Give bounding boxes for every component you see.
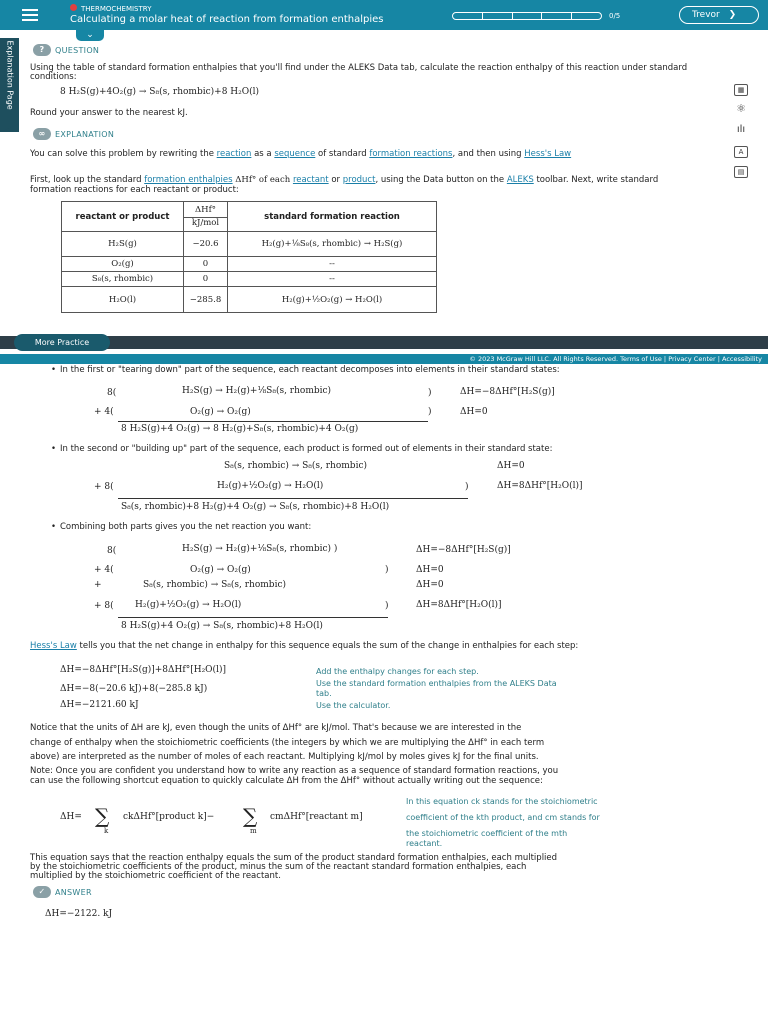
table-row: O₂(g) 0 -- [62,257,437,272]
table-row: H₂O(l) −285.8 H₂(g)+½O₂(g) → H₂O(l) [62,287,437,313]
seq1-dh-1: ΔH=−8ΔHf°[H₂S(g)] [460,387,555,397]
answer-value: ΔH=−2122. kJ [45,909,113,919]
table-header-species: reactant or product [62,202,184,232]
table-row: S₈(s, rhombic) 0 -- [62,272,437,287]
question-reaction: 8 H₂S(g)+4O₂(g) → S₈(s, rhombic)+8 H₂O(l) [60,87,260,97]
formation-reactions-link[interactable]: formation reactions [369,149,453,159]
user-menu-button[interactable]: Trevor ❯ [679,6,759,24]
top-bar [0,0,768,30]
shortcut-note-4: reactant. [406,839,443,848]
collapse-chevron-icon[interactable]: ⌄ [76,30,104,41]
tab-fold [0,124,19,132]
seq2-dh-1: ΔH=0 [497,461,525,471]
seq3-dh-3: ΔH=0 [416,580,444,590]
chevron-down-icon: ❯ [728,10,737,20]
formation-enthalpy-table [61,201,437,313]
seq1-divider [118,421,428,422]
explanation-header: ∞ EXPLANATION [33,128,114,140]
hess-note-1: Add the enthalpy changes for each step. [316,667,479,676]
seq3-dh-1: ΔH=−8ΔHf°[H₂S(g)] [416,545,511,555]
shortcut-lhs: ΔH= [60,812,82,822]
hess-line-3: ΔH=−2121.60 kJ [60,700,139,710]
seq2-sum: S₈(s, rhombic)+8 H₂(g)+4 O₂(g) → S₈(s, rhombic)+8 H₂O(l) [121,502,390,512]
answer-header: ✓ ANSWER [33,886,92,898]
glasses-icon: ∞ [33,128,51,140]
progress-count: 0/5 [609,12,621,20]
reactant-link[interactable]: reactant [292,175,329,185]
shortcut-index-m: m [250,827,257,835]
question-text: Using the table of standard formation enthalpies that you'll find under the ALEKS Data tab, calculate the reaction enthalpy of this reaction under standard conditions: [30,63,688,82]
seq1-eq-2: O₂(g) → O₂(g) [190,407,251,417]
progress-bar [452,12,602,20]
check-icon: ✓ [33,886,51,898]
explanation-intro: You can solve this problem by rewriting the reaction as a sequence of standard formation reactions, and then using Hess's Law [30,149,572,159]
explanation-lookup: First, look up the standard formation enthalpies ΔHf° of each reactant or product, using the Data button on the ALEKS toolbar. Next, write standard formation reactions for each reactant or product: [30,175,659,195]
topic-dot-icon [70,4,77,11]
seq3-close-2: ) [385,565,389,575]
table-row: H₂S(g) −20.6 H₂(g)+⅛S₈(s, rhombic) → H₂S(g) [62,232,437,257]
sum-symbol-icon: ∑ [243,804,258,828]
footer-bar: © 2023 McGraw Hill LLC. All Rights Reserved. Terms of Use | Privacy Center | Accessibility [0,354,768,364]
seq3-mult-1: 8( [107,546,117,556]
seq2-divider [118,498,468,499]
formation-enthalpies-link[interactable]: formation enthalpies [144,175,233,185]
more-practice-bar [0,336,768,349]
explanation-page-tab[interactable]: Explanation Page [0,38,19,132]
shortcut-note-1: In this equation ck stands for the stoichiometric [406,797,598,806]
seq2-mult-2: + 8( [94,482,114,492]
seq3-eq-1: H₂S(g) → H₂(g)+⅛S₈(s, rhombic) ) [182,544,338,554]
seq3-close-4: ) [385,601,389,611]
sum-symbol-icon: ∑ [95,804,110,828]
seq3-sum: 8 H₂S(g)+4 O₂(g) → S₈(s, rhombic)+8 H₂O(l) [121,621,323,631]
page-title: Calculating a molar heat of reaction from formation enthalpies [70,14,384,25]
seq3-eq-4: H₂(g)+½O₂(g) → H₂O(l) [135,600,242,610]
hess-law-text: Hess's Law tells you that the net change in enthalpy for this sequence equals the sum of the change in enthalpies for each step: [30,641,579,651]
hess-note-2b: tab. [316,689,332,698]
seq3-intro: • Combining both parts gives you the net reaction you want: [60,522,311,532]
seq3-dh-2: ΔH=0 [416,565,444,575]
seq1-intro: • In the first or "tearing down" part of the sequence, each reactant decomposes into elements in their standard states: [60,365,560,375]
units-note: Notice that the units of ΔH are kJ, even though the units of ΔHf° are kJ/mol. That's because we are interested in the change of enthalpy when the stoichiometric coefficients (the integers by which we are multiplying the ΔHf° in each term above) are interpreted as the number of moles of each reactant. Multiplying kJ/mol by moles gives kJ for the final units. [30,723,545,762]
seq3-mult-3: + [94,580,102,590]
shortcut-term-1: ckΔHf°[product k]− [123,812,215,822]
seq2-dh-2: ΔH=8ΔHf°[H₂O(l)] [497,481,583,491]
seq1-close-2: ) [428,407,432,417]
shortcut-note: Note: Once you are confident you understand how to write any reaction as a sequence of standard formation reactions, you can use the following shortcut equation to quickly calculate ΔH from the ΔHf° without actually writing out the sequence: [30,766,559,786]
aleks-link[interactable]: ALEKS [506,175,534,185]
shortcut-note-2: coefficient of the kth product, and cm stands for [406,813,600,822]
seq3-divider [118,617,388,618]
hess-law-link[interactable]: Hess's Law [524,149,572,159]
question-header: ? QUESTION [33,44,99,56]
hess-law-link-2[interactable]: Hess's Law [30,641,77,651]
shortcut-index-k: k [104,827,109,835]
product-link[interactable]: product [342,175,376,185]
seq2-intro: • In the second or "building up" part of the sequence, each product is formed out of elements in their standard state: [60,444,552,454]
calculator-icon[interactable]: ▦ [734,84,748,96]
text-icon[interactable]: A [734,146,748,158]
menu-icon[interactable] [22,9,38,21]
hess-line-2: ΔH=−8(−20.6 kJ)+8(−285.8 kJ) [60,684,208,694]
seq3-dh-4: ΔH=8ΔHf°[H₂O(l)] [416,600,502,610]
seq1-mult-1: 8( [107,388,117,398]
seq3-mult-4: + 8( [94,601,114,611]
seq1-close-1: ) [428,388,432,398]
seq2-eq-1: S₈(s, rhombic) → S₈(s, rhombic) [224,461,367,471]
seq3-mult-2: + 4( [94,565,114,575]
summary-text: This equation says that the reaction enthalpy equals the sum of the product standard formation enthalpies, each multiplied by the stoichiometric coefficients of the product, minus the sum of the reactant standard formation enthalpies, each multiplied by the stoichiometric coefficient of the reactant. [30,853,558,881]
seq1-eq-1: H₂S(g) → H₂(g)+⅛S₈(s, rhombic) [182,386,332,396]
table-header-reaction: standard formation reaction [228,202,437,232]
sequence-link[interactable]: sequence [274,149,316,159]
shortcut-term-2: cmΔHf°[reactant m] [270,812,363,822]
seq2-eq-2: H₂(g)+½O₂(g) → H₂O(l) [217,481,324,491]
chart-icon[interactable]: ılı [736,124,746,135]
question-instruction: Round your answer to the nearest kJ. [30,108,188,118]
atom-icon[interactable]: ⚛ [736,102,746,115]
reaction-link[interactable]: reaction [216,149,252,159]
periodic-table-icon[interactable]: ▤ [734,166,748,178]
hess-line-1: ΔH=−8ΔHf°[H₂S(g)]+8ΔHf°[H₂O(l)] [60,665,226,675]
seq3-eq-3: S₈(s, rhombic) → S₈(s, rhombic) [143,580,286,590]
question-icon: ? [33,44,51,56]
category-label: THERMOCHEMISTRY [70,4,151,13]
seq1-sum: 8 H₂S(g)+4 O₂(g) → 8 H₂(g)+S₈(s, rhombic)+4 O₂(g) [121,424,359,434]
seq2-close-2: ) [465,482,469,492]
more-practice-button[interactable]: More Practice [14,334,110,351]
hess-note-3: Use the calculator. [316,701,391,710]
hess-note-2: Use the standard formation enthalpies from the ALEKS Data [316,679,557,688]
seq1-dh-2: ΔH=0 [460,407,488,417]
shortcut-note-3: the stoichiometric coefficient of the mth [406,829,568,838]
table-header-enthalpy: ΔHf° kJ/mol [184,202,228,232]
seq3-eq-2: O₂(g) → O₂(g) [190,565,251,575]
seq1-mult-2: + 4( [94,407,114,417]
